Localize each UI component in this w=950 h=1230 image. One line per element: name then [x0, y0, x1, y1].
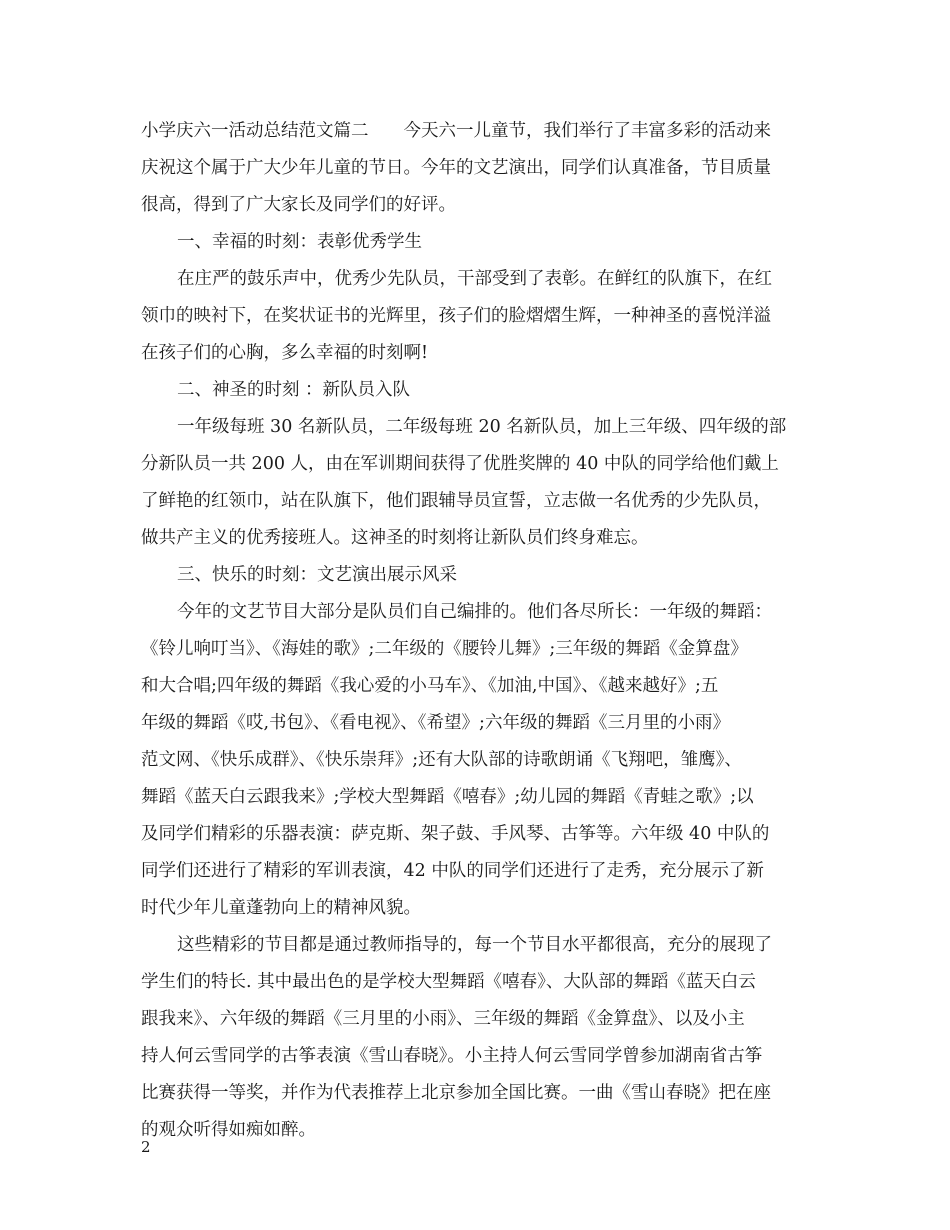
- section-heading: 二、神圣的时刻 ：新队员入队: [177, 380, 411, 400]
- paragraph-line: 跟我来》、六年级的舞蹈《三月里的小雨》、三年级的舞蹈《金算盘》、以及小主: [141, 1009, 745, 1029]
- paragraph-line: 领巾的映衬下，在奖状证书的光辉里，孩子们的脸熠熠生辉，一种神圣的喜悦洋溢: [141, 306, 771, 326]
- page-number: 2: [141, 1138, 151, 1156]
- paragraph-line: 学生们的特长. 其中最出色的是学校大型舞蹈《嘻春》、大队部的舞蹈《蓝天白云: [141, 972, 756, 992]
- paragraph-line: 了鲜艳的红领巾，站在队旗下，他们跟辅导员宣誓，立志做一名优秀的少先队员，: [141, 491, 771, 511]
- paragraph-line: 舞蹈《蓝天白云跟我来》;学校大型舞蹈《嘻春》;幼儿园的舞蹈《青蛙之歌》;以: [141, 787, 754, 807]
- document-body: [141, 118, 821, 1154]
- paragraph-line: 做共产主义的优秀接班人。这神圣的时刻将让新队员们终身难忘。: [141, 528, 649, 548]
- paragraph-line: 时代少年儿童蓬勃向上的精神风貌。: [141, 898, 421, 918]
- section-heading: 一、幸福的时刻：表彰优秀学生: [177, 232, 422, 252]
- paragraph-line: 持人何云雪同学的古筝表演《雪山春晓》。小主持人何云雪同学曾参加湖南省古筝: [141, 1046, 763, 1066]
- paragraph-line: 在孩子们的心胸，多么幸福的时刻啊!: [141, 343, 429, 363]
- paragraph-line: 小学庆六一活动总结范文篇二 今天六一儿童节，我们举行了丰富多彩的活动来: [141, 121, 771, 141]
- paragraph-line: 和大合唱;四年级的舞蹈《我心爱的小马车》、《加油,中国》、《越来越好》;五: [141, 676, 719, 696]
- paragraph-line: 庆祝这个属于广大少年儿童的节日。今年的文艺演出，同学们认真准备，节目质量: [141, 158, 771, 178]
- paragraph-line: 年级的舞蹈《哎,书包》、《看电视》、《希望》;六年级的舞蹈《三月里的小雨》: [141, 713, 730, 733]
- paragraph-line: 这些精彩的节目都是通过教师指导的，每一个节目水平都很高，充分的展现了: [177, 935, 772, 955]
- paragraph-line: 比赛获得一等奖，并作为代表推荐上北京参加全国比赛。一曲《雪山春晓》把在座: [141, 1083, 771, 1103]
- paragraph-line: 《铃儿响叮当》、《海娃的歌》;二年级的《腰铃儿舞》;三年级的舞蹈《金算盘》: [141, 639, 748, 659]
- paragraph-line: 今年的文艺节目大部分是队员们自己编排的。他们各尽所长：一年级的舞蹈：: [177, 602, 772, 622]
- section-heading: 三、快乐的时刻：文艺演出展示风采: [177, 565, 457, 585]
- paragraph-line: 同学们还进行了精彩的军训表演，42 中队的同学们还进行了走秀，充分展示了新: [141, 861, 764, 881]
- paragraph-line: 分新队员一共 200 人，由在军训期间获得了优胜奖牌的 40 中队的同学给他们戴上: [141, 454, 779, 474]
- paragraph-line: 及同学们精彩的乐器表演：萨克斯、架子鼓、手风琴、古筝等。六年级 40 中队的: [141, 824, 770, 844]
- paragraph-line: 一年级每班 30 名新队员，二年级每班 20 名新队员，加上三年级、四年级的部: [177, 417, 787, 437]
- paragraph-line: 在庄严的鼓乐声中，优秀少先队员，干部受到了表彰。在鲜红的队旗下，在红: [177, 269, 772, 289]
- paragraph-line: 很高，得到了广大家长及同学们的好评。: [141, 195, 456, 215]
- paragraph-line: 的观众听得如痴如醉。: [141, 1120, 316, 1140]
- paragraph-line: 范文网、《快乐成群》、《快乐崇拜》;还有大队部的诗歌朗诵《飞翔吧，雏鹰》、: [141, 750, 742, 770]
